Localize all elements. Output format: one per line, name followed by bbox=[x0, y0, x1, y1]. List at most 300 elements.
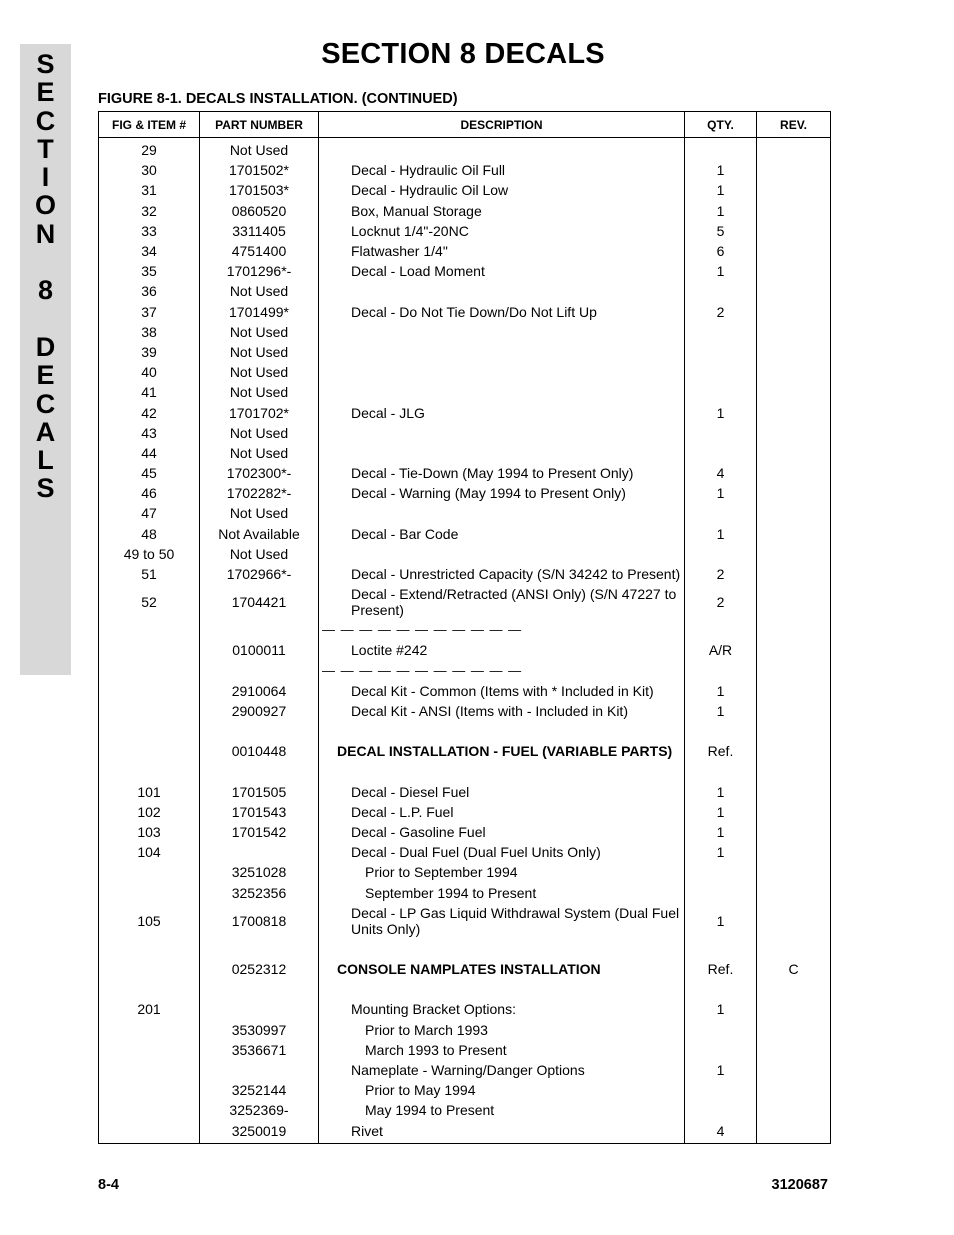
cell-description: — — — — — — — — — — — bbox=[319, 661, 685, 681]
cell-description: Decal - Hydraulic Oil Full bbox=[319, 160, 685, 180]
header-fig-item: FIG & ITEM # bbox=[99, 112, 200, 138]
cell-qty: 1 bbox=[685, 681, 757, 701]
cell-part-number: 1701543 bbox=[200, 802, 319, 822]
table-row bbox=[99, 741, 831, 761]
cell-fig-item bbox=[99, 883, 200, 903]
cell-qty bbox=[685, 138, 757, 161]
cell-rev bbox=[757, 1100, 831, 1120]
cell-fig-item: 30 bbox=[99, 160, 200, 180]
cell-part-number bbox=[200, 761, 319, 781]
cell-rev bbox=[757, 701, 831, 721]
cell-fig-item: 103 bbox=[99, 822, 200, 842]
cell-part-number: 0860520 bbox=[200, 201, 319, 221]
cell-rev bbox=[757, 761, 831, 781]
cell-fig-item: 43 bbox=[99, 423, 200, 443]
cell-part-number bbox=[200, 661, 319, 681]
table-row bbox=[99, 160, 831, 180]
cell-fig-item: 37 bbox=[99, 302, 200, 322]
cell-fig-item: 52 bbox=[99, 584, 200, 620]
cell-rev bbox=[757, 1080, 831, 1100]
cell-rev bbox=[757, 999, 831, 1019]
cell-description bbox=[319, 138, 685, 161]
cell-part-number: Not Used bbox=[200, 382, 319, 402]
cell-qty bbox=[685, 443, 757, 463]
cell-rev bbox=[757, 180, 831, 200]
cell-description: Box, Manual Storage bbox=[319, 201, 685, 221]
table-row bbox=[99, 584, 831, 620]
table-row bbox=[99, 503, 831, 523]
cell-fig-item: 48 bbox=[99, 524, 200, 544]
cell-part-number: 1702282*- bbox=[200, 483, 319, 503]
cell-rev bbox=[757, 221, 831, 241]
side-tab-letter: C bbox=[35, 105, 56, 136]
side-tab-letter bbox=[20, 248, 71, 276]
cell-part-number: Not Used bbox=[200, 322, 319, 342]
cell-fig-item: 40 bbox=[99, 362, 200, 382]
cell-qty: 1 bbox=[685, 822, 757, 842]
cell-description: — — — — — — — — — — — bbox=[319, 620, 685, 640]
cell-fig-item: 49 to 50 bbox=[99, 544, 200, 564]
table-row bbox=[99, 342, 831, 362]
cell-qty: 1 bbox=[685, 903, 757, 939]
cell-rev bbox=[757, 483, 831, 503]
cell-description bbox=[319, 362, 685, 382]
cell-rev bbox=[757, 741, 831, 761]
cell-fig-item: 38 bbox=[99, 322, 200, 342]
cell-qty: 1 bbox=[685, 701, 757, 721]
cell-fig-item bbox=[99, 721, 200, 741]
cell-rev bbox=[757, 681, 831, 701]
cell-part-number: Not Used bbox=[200, 544, 319, 564]
cell-fig-item: 29 bbox=[99, 138, 200, 161]
cell-description: Decal - L.P. Fuel bbox=[319, 802, 685, 822]
cell-description: Decal - Tie-Down (May 1994 to Present Only) bbox=[319, 463, 685, 483]
table-row bbox=[99, 423, 831, 443]
cell-description: Mounting Bracket Options: bbox=[319, 999, 685, 1019]
cell-qty: 1 bbox=[685, 201, 757, 221]
cell-part-number: 3250019 bbox=[200, 1120, 319, 1143]
side-tab-letter: O bbox=[34, 190, 56, 221]
cell-rev bbox=[757, 862, 831, 882]
table-row bbox=[99, 281, 831, 301]
cell-qty bbox=[685, 1100, 757, 1120]
cell-part-number: 0010448 bbox=[200, 741, 319, 761]
header-rev: REV. bbox=[757, 112, 831, 138]
side-tab-letter: N bbox=[35, 218, 56, 249]
page-title: SECTION 8 DECALS bbox=[321, 38, 605, 70]
cell-fig-item: 201 bbox=[99, 999, 200, 1019]
table-row bbox=[99, 681, 831, 701]
cell-part-number: 1701702* bbox=[200, 402, 319, 422]
cell-fig-item bbox=[99, 1100, 200, 1120]
cell-part-number: Not Used bbox=[200, 342, 319, 362]
cell-fig-item bbox=[99, 939, 200, 959]
side-tab-letters bbox=[20, 50, 71, 503]
table-row bbox=[99, 564, 831, 584]
cell-part-number: Not Used bbox=[200, 423, 319, 443]
cell-qty: 1 bbox=[685, 261, 757, 281]
cell-rev bbox=[757, 443, 831, 463]
table-row bbox=[99, 443, 831, 463]
cell-fig-item: 45 bbox=[99, 463, 200, 483]
cell-description bbox=[319, 322, 685, 342]
cell-part-number bbox=[200, 721, 319, 741]
table-header-row bbox=[99, 112, 831, 138]
cell-description: Decal - Load Moment bbox=[319, 261, 685, 281]
table-row bbox=[99, 959, 831, 979]
cell-fig-item bbox=[99, 979, 200, 999]
cell-rev bbox=[757, 423, 831, 443]
cell-qty bbox=[685, 342, 757, 362]
cell-description: Prior to September 1994 bbox=[319, 862, 685, 882]
cell-rev bbox=[757, 883, 831, 903]
table-row bbox=[99, 402, 831, 422]
figure-title: FIGURE 8-1. DECALS INSTALLATION. (CONTINUED) bbox=[98, 91, 458, 107]
table-row bbox=[99, 241, 831, 261]
cell-rev bbox=[757, 544, 831, 564]
cell-part-number: 3252356 bbox=[200, 883, 319, 903]
cell-part-number: 2910064 bbox=[200, 681, 319, 701]
cell-description: Loctite #242 bbox=[319, 640, 685, 660]
cell-qty bbox=[685, 761, 757, 781]
cell-part-number: Not Used bbox=[200, 443, 319, 463]
cell-qty: 1 bbox=[685, 483, 757, 503]
table-row bbox=[99, 802, 831, 822]
cell-fig-item: 39 bbox=[99, 342, 200, 362]
cell-description bbox=[319, 342, 685, 362]
cell-part-number bbox=[200, 999, 319, 1019]
cell-rev bbox=[757, 241, 831, 261]
cell-part-number: Not Used bbox=[200, 503, 319, 523]
cell-qty: 6 bbox=[685, 241, 757, 261]
cell-rev bbox=[757, 640, 831, 660]
cell-qty: 1 bbox=[685, 524, 757, 544]
cell-part-number bbox=[200, 1060, 319, 1080]
table-row bbox=[99, 261, 831, 281]
cell-rev bbox=[757, 362, 831, 382]
cell-rev bbox=[757, 979, 831, 999]
cell-qty: Ref. bbox=[685, 959, 757, 979]
cell-qty bbox=[685, 939, 757, 959]
table-row bbox=[99, 524, 831, 544]
table-row bbox=[99, 322, 831, 342]
side-tab-letter: E bbox=[36, 77, 55, 108]
side-tab-letter: S bbox=[36, 473, 55, 504]
cell-qty: 2 bbox=[685, 564, 757, 584]
cell-description bbox=[319, 443, 685, 463]
cell-fig-item bbox=[99, 862, 200, 882]
side-tab-letter: A bbox=[35, 416, 56, 447]
cell-fig-item bbox=[99, 681, 200, 701]
cell-qty: 1 bbox=[685, 842, 757, 862]
cell-fig-item bbox=[99, 761, 200, 781]
cell-fig-item bbox=[99, 1020, 200, 1040]
cell-qty bbox=[685, 382, 757, 402]
cell-rev bbox=[757, 524, 831, 544]
cell-description bbox=[319, 503, 685, 523]
header-part-number: PART NUMBER bbox=[200, 112, 319, 138]
cell-fig-item bbox=[99, 959, 200, 979]
cell-qty bbox=[685, 423, 757, 443]
cell-qty: 1 bbox=[685, 782, 757, 802]
cell-qty: 1 bbox=[685, 180, 757, 200]
table-row bbox=[99, 1020, 831, 1040]
cell-part-number: 1702300*- bbox=[200, 463, 319, 483]
side-tab-letter: S bbox=[36, 49, 55, 79]
cell-qty bbox=[685, 1020, 757, 1040]
cell-fig-item: 42 bbox=[99, 402, 200, 422]
cell-part-number: 1700818 bbox=[200, 903, 319, 939]
cell-description: Nameplate - Warning/Danger Options bbox=[319, 1060, 685, 1080]
cell-part-number: 1701502* bbox=[200, 160, 319, 180]
cell-part-number: 1701542 bbox=[200, 822, 319, 842]
cell-rev bbox=[757, 261, 831, 281]
table-row bbox=[99, 640, 831, 660]
cell-description: Decal - Dual Fuel (Dual Fuel Units Only) bbox=[319, 842, 685, 862]
table-row bbox=[99, 903, 831, 939]
cell-fig-item bbox=[99, 640, 200, 660]
cell-fig-item: 51 bbox=[99, 564, 200, 584]
cell-fig-item bbox=[99, 620, 200, 640]
cell-qty: 1 bbox=[685, 802, 757, 822]
cell-part-number bbox=[200, 979, 319, 999]
cell-description: March 1993 to Present bbox=[319, 1040, 685, 1060]
cell-rev bbox=[757, 281, 831, 301]
cell-part-number: 1701505 bbox=[200, 782, 319, 802]
cell-description bbox=[319, 761, 685, 781]
cell-qty bbox=[685, 979, 757, 999]
cell-fig-item: 47 bbox=[99, 503, 200, 523]
cell-part-number: Not Used bbox=[200, 138, 319, 161]
cell-rev bbox=[757, 503, 831, 523]
cell-part-number: 1701499* bbox=[200, 302, 319, 322]
cell-qty bbox=[685, 883, 757, 903]
cell-qty bbox=[685, 620, 757, 640]
cell-part-number: Not Available bbox=[200, 524, 319, 544]
cell-fig-item: 105 bbox=[99, 903, 200, 939]
cell-description: Prior to March 1993 bbox=[319, 1020, 685, 1040]
cell-qty bbox=[685, 362, 757, 382]
table-row bbox=[99, 544, 831, 564]
cell-fig-item: 35 bbox=[99, 261, 200, 281]
cell-qty bbox=[685, 1040, 757, 1060]
table-row bbox=[99, 939, 831, 959]
cell-rev bbox=[757, 1060, 831, 1080]
side-tab-letter bbox=[20, 305, 71, 333]
cell-rev bbox=[757, 620, 831, 640]
cell-description bbox=[319, 544, 685, 564]
cell-qty: 5 bbox=[685, 221, 757, 241]
side-tab-letter: I bbox=[41, 162, 50, 193]
cell-rev bbox=[757, 802, 831, 822]
cell-fig-item: 33 bbox=[99, 221, 200, 241]
table-row bbox=[99, 782, 831, 802]
cell-description: DECAL INSTALLATION - FUEL (VARIABLE PARTS) bbox=[319, 741, 685, 761]
cell-fig-item: 101 bbox=[99, 782, 200, 802]
cell-part-number: 0252312 bbox=[200, 959, 319, 979]
cell-rev bbox=[757, 160, 831, 180]
table-row bbox=[99, 721, 831, 741]
cell-qty: 4 bbox=[685, 463, 757, 483]
cell-part-number: 4751400 bbox=[200, 241, 319, 261]
table-row bbox=[99, 1040, 831, 1060]
cell-part-number: 1701296*- bbox=[200, 261, 319, 281]
cell-fig-item bbox=[99, 741, 200, 761]
table-row bbox=[99, 979, 831, 999]
cell-description: May 1994 to Present bbox=[319, 1100, 685, 1120]
cell-qty: 2 bbox=[685, 302, 757, 322]
cell-part-number: 3536671 bbox=[200, 1040, 319, 1060]
cell-fig-item bbox=[99, 661, 200, 681]
cell-rev bbox=[757, 564, 831, 584]
cell-description bbox=[319, 721, 685, 741]
cell-description bbox=[319, 979, 685, 999]
cell-part-number: 3251028 bbox=[200, 862, 319, 882]
cell-qty: 1 bbox=[685, 402, 757, 422]
table-row bbox=[99, 999, 831, 1019]
cell-rev bbox=[757, 903, 831, 939]
cell-fig-item bbox=[99, 701, 200, 721]
cell-description bbox=[319, 939, 685, 959]
cell-fig-item bbox=[99, 1120, 200, 1143]
cell-qty bbox=[685, 1080, 757, 1100]
table-row bbox=[99, 1060, 831, 1080]
cell-rev bbox=[757, 382, 831, 402]
cell-fig-item: 36 bbox=[99, 281, 200, 301]
cell-fig-item: 102 bbox=[99, 802, 200, 822]
cell-description: Prior to May 1994 bbox=[319, 1080, 685, 1100]
cell-rev: C bbox=[757, 959, 831, 979]
cell-description: Rivet bbox=[319, 1120, 685, 1143]
cell-rev bbox=[757, 842, 831, 862]
cell-fig-item: 104 bbox=[99, 842, 200, 862]
cell-qty: 2 bbox=[685, 584, 757, 620]
cell-fig-item: 46 bbox=[99, 483, 200, 503]
cell-qty bbox=[685, 503, 757, 523]
table-row bbox=[99, 138, 831, 161]
cell-rev bbox=[757, 342, 831, 362]
side-tab-letter: T bbox=[37, 133, 54, 164]
cell-rev bbox=[757, 138, 831, 161]
cell-part-number: Not Used bbox=[200, 362, 319, 382]
cell-fig-item: 31 bbox=[99, 180, 200, 200]
table-row bbox=[99, 862, 831, 882]
table-row bbox=[99, 842, 831, 862]
cell-description: Decal - Unrestricted Capacity (S/N 34242 to Present) bbox=[319, 564, 685, 584]
cell-rev bbox=[757, 584, 831, 620]
cell-rev bbox=[757, 463, 831, 483]
cell-part-number: 1704421 bbox=[200, 584, 319, 620]
cell-part-number bbox=[200, 620, 319, 640]
cell-qty: 4 bbox=[685, 1120, 757, 1143]
cell-qty: Ref. bbox=[685, 741, 757, 761]
table-row bbox=[99, 822, 831, 842]
cell-fig-item: 41 bbox=[99, 382, 200, 402]
page-number: 8-4 bbox=[98, 1177, 119, 1193]
cell-qty: A/R bbox=[685, 640, 757, 660]
cell-part-number: 3252144 bbox=[200, 1080, 319, 1100]
cell-part-number: 0100011 bbox=[200, 640, 319, 660]
cell-qty bbox=[685, 661, 757, 681]
cell-part-number bbox=[200, 842, 319, 862]
cell-part-number bbox=[200, 939, 319, 959]
cell-part-number: 3252369- bbox=[200, 1100, 319, 1120]
cell-qty bbox=[685, 862, 757, 882]
table-row bbox=[99, 761, 831, 781]
cell-rev bbox=[757, 302, 831, 322]
cell-part-number: 1701503* bbox=[200, 180, 319, 200]
cell-fig-item bbox=[99, 1060, 200, 1080]
table-row bbox=[99, 661, 831, 681]
cell-rev bbox=[757, 939, 831, 959]
table-row bbox=[99, 382, 831, 402]
cell-part-number: 1702966*- bbox=[200, 564, 319, 584]
table-row bbox=[99, 1080, 831, 1100]
cell-rev bbox=[757, 322, 831, 342]
cell-part-number: Not Used bbox=[200, 281, 319, 301]
cell-description: Locknut 1/4"-20NC bbox=[319, 221, 685, 241]
cell-qty bbox=[685, 721, 757, 741]
table-row bbox=[99, 362, 831, 382]
header-description: DESCRIPTION bbox=[319, 112, 685, 138]
section-side-tab bbox=[20, 44, 71, 675]
cell-rev bbox=[757, 201, 831, 221]
cell-fig-item: 34 bbox=[99, 241, 200, 261]
cell-rev bbox=[757, 402, 831, 422]
cell-qty: 1 bbox=[685, 1060, 757, 1080]
cell-description: Decal - Do Not Tie Down/Do Not Lift Up bbox=[319, 302, 685, 322]
cell-qty bbox=[685, 322, 757, 342]
cell-fig-item bbox=[99, 1080, 200, 1100]
table-row bbox=[99, 483, 831, 503]
side-tab-letter: 8 bbox=[37, 275, 54, 306]
side-tab-letter: D bbox=[35, 331, 56, 362]
cell-description: Decal - Bar Code bbox=[319, 524, 685, 544]
cell-description: Decal - LP Gas Liquid Withdrawal System (Dual Fuel Units Only) bbox=[319, 903, 685, 939]
table-row bbox=[99, 221, 831, 241]
cell-fig-item: 32 bbox=[99, 201, 200, 221]
table-row bbox=[99, 1100, 831, 1120]
cell-fig-item bbox=[99, 1040, 200, 1060]
cell-description: Decal - Extend/Retracted (ANSI Only) (S/N 47227 to Present) bbox=[319, 584, 685, 620]
table-row bbox=[99, 620, 831, 640]
cell-description: Decal - Gasoline Fuel bbox=[319, 822, 685, 842]
cell-description: Flatwasher 1/4" bbox=[319, 241, 685, 261]
cell-rev bbox=[757, 661, 831, 681]
cell-description: Decal - Diesel Fuel bbox=[319, 782, 685, 802]
table-row bbox=[99, 201, 831, 221]
side-tab-letter: E bbox=[36, 360, 55, 391]
cell-rev bbox=[757, 721, 831, 741]
cell-description: CONSOLE NAMPLATES INSTALLATION bbox=[319, 959, 685, 979]
cell-description: Decal Kit - Common (Items with * Included in Kit) bbox=[319, 681, 685, 701]
table-row bbox=[99, 701, 831, 721]
table-row bbox=[99, 302, 831, 322]
cell-description: Decal Kit - ANSI (Items with - Included in Kit) bbox=[319, 701, 685, 721]
table-row bbox=[99, 1120, 831, 1143]
cell-part-number: 3311405 bbox=[200, 221, 319, 241]
cell-description: Decal - JLG bbox=[319, 402, 685, 422]
cell-qty: 1 bbox=[685, 999, 757, 1019]
cell-qty bbox=[685, 281, 757, 301]
side-tab-letter: L bbox=[37, 445, 54, 476]
document-number: 3120687 bbox=[771, 1177, 828, 1193]
parts-table-body bbox=[99, 138, 831, 1144]
cell-rev bbox=[757, 1120, 831, 1143]
cell-description: Decal - Warning (May 1994 to Present Only) bbox=[319, 483, 685, 503]
cell-rev bbox=[757, 822, 831, 842]
table-row bbox=[99, 180, 831, 200]
